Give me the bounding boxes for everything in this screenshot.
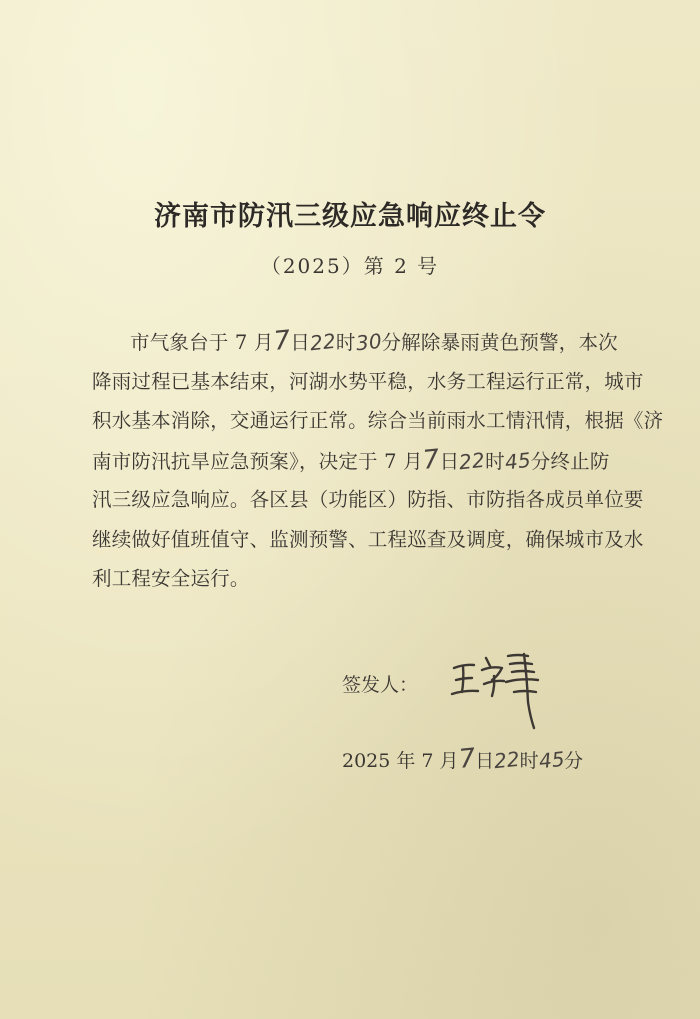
body-line-7: 利工程安全运行。 [92,567,250,590]
body-line-4: 南市防汛抗旱应急预案》，决定于 7 月7日22时45分终止防 [92,441,622,481]
handwritten-day: 7 [272,325,292,357]
body-line-2: 降雨过程已基本结束，河湖水势平稳，水务工程运行正常，城市 [92,369,644,393]
handwritten-minute: 30 [354,328,383,356]
handwritten-hour: 22 [308,328,338,356]
body-line-6: 继续做好值班值守、监测预警、工程巡查及调度，确保城市及水 [92,527,644,551]
issue-date: 2025 年 7 月7日22时45分 [342,743,584,775]
document-number: （2025）第 2 号 [260,254,440,278]
handwritten-hour: 22 [458,447,487,474]
body-line-5: 汛三级应急响应。各区县（功能区）防指、市防指各成员单位要 [92,488,644,511]
signer-label: 签发人： [342,674,419,696]
handwritten-minute: 45 [503,447,532,474]
handwritten-day: 7 [421,443,442,476]
handwritten-signature [448,648,558,730]
handwritten-minute: 45 [537,746,566,774]
handwritten-day: 7 [457,743,477,775]
document-title: 济南市防汛三级应急响应终止令 [154,201,546,232]
document-body [92,322,664,599]
body-line-1: 市气象台于 7 月7日22时30分解除暴雨黄色预警，本次 [92,322,622,362]
handwritten-hour: 22 [492,746,521,774]
body-line-3: 积水基本消除，交通运行正常。综合当前雨水工情汛情，根据《济 [92,409,664,432]
